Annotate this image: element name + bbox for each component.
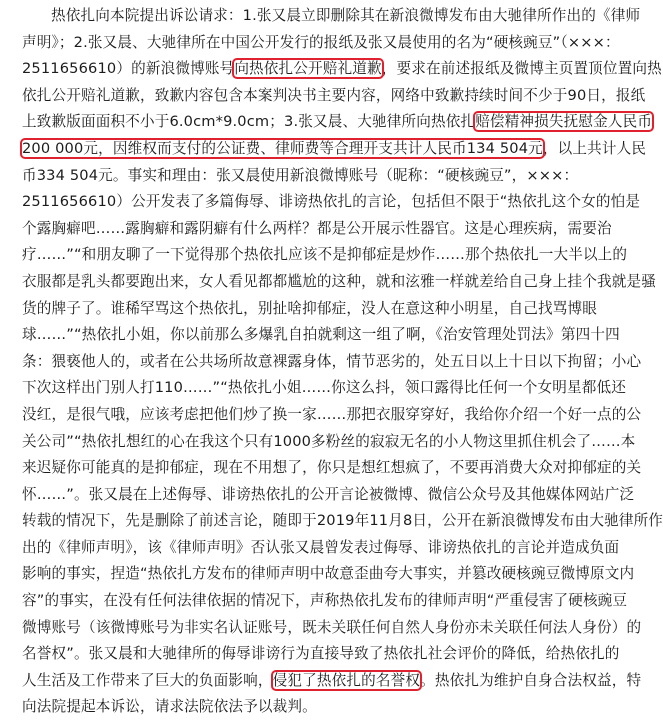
text-segment: 影响的事实，捏造“热依扎方发布的律师声明中故意歪曲夸大事实，并篡改硬核豌豆微博原文内 (22, 565, 635, 583)
text-segment: 转载的情况下，先是删除了前述言论，随即于2019年11月8日，公开在新浪微博发布由大驰律所作 (22, 512, 663, 530)
text-segment: 下次这样出门别人打110……”“热依扎小姐……你这么抖，领口露得比任何一个女明星都低还 (22, 379, 626, 397)
highlight-compensation-amounts (22, 140, 543, 157)
text-line (22, 668, 642, 695)
text-segment: 容”的事实，在没有任何法律依据的情况下，声称热依扎发布的律师声明“严重侵害了硬核豌豆 (22, 592, 628, 610)
text-line (22, 163, 622, 190)
text-segment: 声明》；2.张又晨、大驰律所在中国公开发行的报纸及张又晨使用的名为“硬核豌豆”（×××： (22, 33, 620, 51)
text-segment: ，要求在前述报纸及微博主页置顶位置向热 (381, 60, 662, 78)
text-line (22, 109, 653, 136)
text-segment: 2511656610）公开发表了多篇侮辱、诽谤热依扎的言论，包括但不限于“热依扎这个女的怕是 (22, 193, 641, 211)
text-line (22, 296, 622, 323)
text-segment: 人生活及工作带来了巨大的负面影响， (22, 671, 273, 689)
text-segment: 币334 504元。事实和理由：张又晨使用新浪微博账号（昵称：“硬核豌豆”，×××： (22, 166, 579, 184)
text-segment: 球……”“热依扎小姐，你以前那么多爆乳自拍就剩这一组了啊，《治安管理处罚法》第四十四 (22, 326, 620, 344)
text-line (22, 3, 641, 30)
highlight-apology-demand: 向热依扎公开赔礼道歉 (234, 60, 382, 78)
text-line (22, 83, 646, 110)
text-segment: 衣服都是乳头都要跑出来，女人看见都都尴尬的这种，就和泫雅一样就差给自己身上挂个我就是骚 (22, 272, 656, 290)
text-segment: 名誉权”。张又晨和大驰律所的侮辱诽谤行为直接导致了热依扎社会评价的降低，给热依扎的 (22, 645, 620, 663)
text-line (22, 56, 662, 83)
text-line (22, 242, 628, 269)
text-line (22, 535, 622, 562)
text-line (22, 216, 622, 243)
text-line (22, 641, 622, 668)
text-segment: 依扎公开赔礼道歉，致歉内容包含本案判决书主要内容，网络中致歉持续时间不少于90日，报纸 (22, 86, 646, 104)
text-line (22, 588, 628, 615)
text-line (22, 30, 622, 57)
text-line (22, 694, 622, 721)
text-segment: 热依扎向本院提出诉讼请求：1.张又晨立即删除其在新浪微博发布由大驰律所作出的《律师 (51, 7, 641, 24)
highlight-compensation-label: 赔偿精神损失抚慰金人民币 (475, 113, 653, 131)
text-line (22, 455, 642, 482)
text-line (22, 189, 641, 216)
text-segment: 货的牌子了。谁稀罕骂这个热依扎，别扯啥抑郁症，没人在意这种小明星，自己找骂博眼 (22, 299, 598, 317)
text-segment: 没红，是很气哦，应该考虑把他们炒了换一家……那把衣服穿穿好，我给你介绍一个好一点的公 (22, 405, 642, 423)
text-line (22, 429, 636, 456)
text-line (22, 136, 647, 163)
text-line (22, 402, 642, 429)
text-segment: 上致歉版面面积不小于6.0cm*9.0cm；3.张又晨、大驰律所向热依扎 (22, 113, 476, 131)
text-line (22, 269, 656, 296)
text-line (22, 508, 663, 535)
text-line (22, 615, 642, 642)
text-segment: 疗……”“和朋友聊了一下觉得那个热依扎应该不是抑郁症是炒作……那个热依扎一大半以上的 (22, 246, 628, 264)
text-segment: 微博账号（该微博账号为非实名认证账号，既未关联任何自然人身份亦未关联任何法人身份）的 (22, 618, 642, 636)
text-segment: 怀……”。张又晨在上述侮辱、诽谤热依扎的公开言论被微博、微信公众号及其他媒体网站广泛 (22, 485, 635, 503)
text-line (22, 375, 626, 402)
text-segment: 200 000元 (22, 139, 99, 157)
text-segment: 条：猥亵他人的，或者在公共场所故意裸露身体，情节恶劣的，处五日以上十日以下拘留；小心 (22, 352, 642, 370)
text-line (22, 482, 635, 509)
text-line (22, 561, 635, 588)
text-segment: 关公司”“热依扎想红的心在我这个只有1000多粉丝的寂寂无名的小人物这里抓住机会了……本 (22, 432, 636, 450)
text-segment: ，因维权而支付的公证费、律师费等合理开支共计人民币134 504元 (98, 139, 543, 157)
text-segment: 来迟疑你可能真的是抑郁症，现在不用想了，你只是想红想疯了，不要再消费大众对抑郁症的关 (22, 459, 642, 477)
text-segment: 2511656610）的新浪微博账号 (22, 60, 235, 78)
text-segment: 向法院提起本诉讼，请求法院依法予以裁判。 (22, 698, 317, 716)
text-segment: ，以上共计人民 (542, 139, 647, 157)
text-line (22, 322, 622, 349)
text-segment: 出的《律师声明》，该《律师声明》否认张又晨曾发表过侮辱、诽谤热依扎的言论并造成负面 (22, 538, 620, 556)
highlight-reputation-infringement: 侵犯了热依扎的名誉权 (272, 671, 421, 689)
text-line (22, 349, 642, 376)
text-segment: 个露胸癖吧……露胸癖和露阴癖有什么两样？都是公开展示性器官。这是心理疾病，需要治 (22, 219, 612, 237)
text-segment: 。热依扎为维护自身合法权益，特 (420, 671, 642, 689)
